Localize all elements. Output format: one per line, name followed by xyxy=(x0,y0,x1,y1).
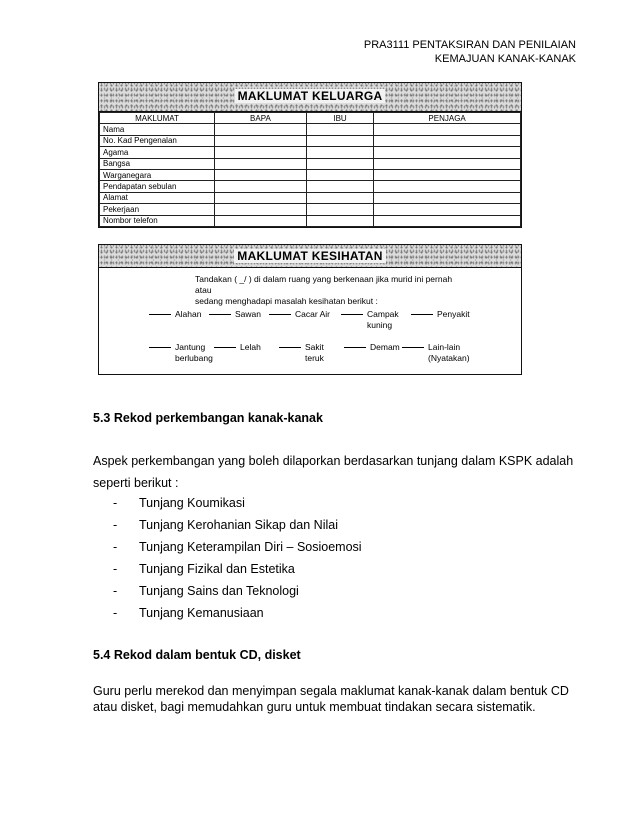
col-header-maklumat: MAKLUMAT xyxy=(100,113,215,124)
kesihatan-instruction xyxy=(195,274,455,307)
instruction-line-2: sedang menghadapi masalah kesihatan berikut : xyxy=(195,296,378,306)
row-label: Warganegara xyxy=(100,169,215,180)
list-item: - Tunjang Keterampilan Diri – Sosioemosi xyxy=(113,540,362,554)
list-item: - Tunjang Sains dan Teknologi xyxy=(113,584,299,598)
row-label: Alamat xyxy=(100,192,215,203)
row-label: Bangsa xyxy=(100,158,215,169)
col-header-bapa: BAPA xyxy=(215,113,307,124)
kesihatan-banner xyxy=(99,245,521,268)
table-row xyxy=(100,181,521,192)
header-line-2: KEMAJUAN KANAK-KANAK xyxy=(434,53,576,65)
row-label: Pekerjaan xyxy=(100,204,215,215)
checkbox-blank[interactable] xyxy=(149,314,171,315)
list-item: - Tunjang Kerohanian Sikap dan Nilai xyxy=(113,518,338,532)
section-5-3-intro: Aspek perkembangan yang boleh dilaporkan berdasarkan tunjang dalam KSPK adalah seperti berikut : xyxy=(93,454,574,490)
list-item: - Tunjang Koumikasi xyxy=(113,496,245,510)
row-label: Pendapatan sebulan xyxy=(100,181,215,192)
checkbox-blank[interactable] xyxy=(149,347,171,348)
option-demam: Demam xyxy=(344,342,400,353)
maklumat-kesihatan-form xyxy=(98,244,522,375)
option-penyakit: Penyakit xyxy=(411,309,470,320)
checkbox-blank[interactable] xyxy=(279,347,301,348)
table-row xyxy=(100,169,521,180)
col-header-penjaga: PENJAGA xyxy=(374,113,521,124)
tunjang-list xyxy=(113,492,362,624)
keluarga-table xyxy=(99,112,521,227)
list-item: - Tunjang Kemanusiaan xyxy=(113,606,264,620)
checkbox-blank[interactable] xyxy=(344,347,366,348)
kesihatan-body xyxy=(99,268,521,374)
option-campak-kuning: Campak kuning xyxy=(341,309,399,331)
instruction-line-1: Tandakan ( _/ ) di dalam ruang yang berkenaan jika murid ini pernah atau xyxy=(195,274,453,295)
option-alahan: Alahan xyxy=(149,309,201,320)
checkbox-blank[interactable] xyxy=(214,347,236,348)
section-5-4-body: Guru perlu merekod dan menyimpan segala maklumat kanak-kanak dalam bentuk CD atau disket, bagi memudahkan guru untuk membuat tindakan secara sistematik. xyxy=(93,684,569,714)
table-row xyxy=(100,147,521,158)
row-label: No. Kad Pengenalan xyxy=(100,135,215,146)
option-lelah: Lelah xyxy=(214,342,261,353)
section-heading-5-4: 5.4 Rekod dalam bentuk CD, disket xyxy=(93,648,301,662)
checkbox-blank[interactable] xyxy=(269,314,291,315)
checkbox-blank[interactable] xyxy=(402,347,424,348)
option-lain-lain: Lain-lain (Nyatakan) xyxy=(402,342,470,364)
list-item: - Tunjang Fizikal dan Estetika xyxy=(113,562,295,576)
row-label: Agama xyxy=(100,147,215,158)
checkbox-blank[interactable] xyxy=(411,314,433,315)
table-row xyxy=(100,192,521,203)
option-sawan: Sawan xyxy=(209,309,261,320)
option-cacar-air: Cacar Air xyxy=(269,309,330,320)
row-label: Nombor telefon xyxy=(100,215,215,226)
page-header xyxy=(364,38,576,66)
table-row xyxy=(100,204,521,215)
table-row xyxy=(100,158,521,169)
col-header-ibu: IBU xyxy=(306,113,373,124)
maklumat-keluarga-form xyxy=(98,82,522,228)
section-heading-5-3: 5.3 Rekod perkembangan kanak-kanak xyxy=(93,411,323,425)
row-label: Nama xyxy=(100,124,215,135)
kesihatan-title: MAKLUMAT KESIHATAN xyxy=(234,249,385,263)
keluarga-title: MAKLUMAT KELUARGA xyxy=(235,89,386,103)
table-row xyxy=(100,135,521,146)
checkbox-blank[interactable] xyxy=(341,314,363,315)
option-jantung-berlubang: Jantung berlubang xyxy=(149,342,213,364)
table-row xyxy=(100,215,521,226)
keluarga-banner xyxy=(99,83,521,112)
checkbox-blank[interactable] xyxy=(209,314,231,315)
option-sakit-teruk: Sakit teruk xyxy=(279,342,324,364)
keluarga-header-row xyxy=(100,113,521,124)
header-line-1: PRA3111 PENTAKSIRAN DAN PENILAIAN xyxy=(363,39,576,51)
table-row xyxy=(100,124,521,135)
